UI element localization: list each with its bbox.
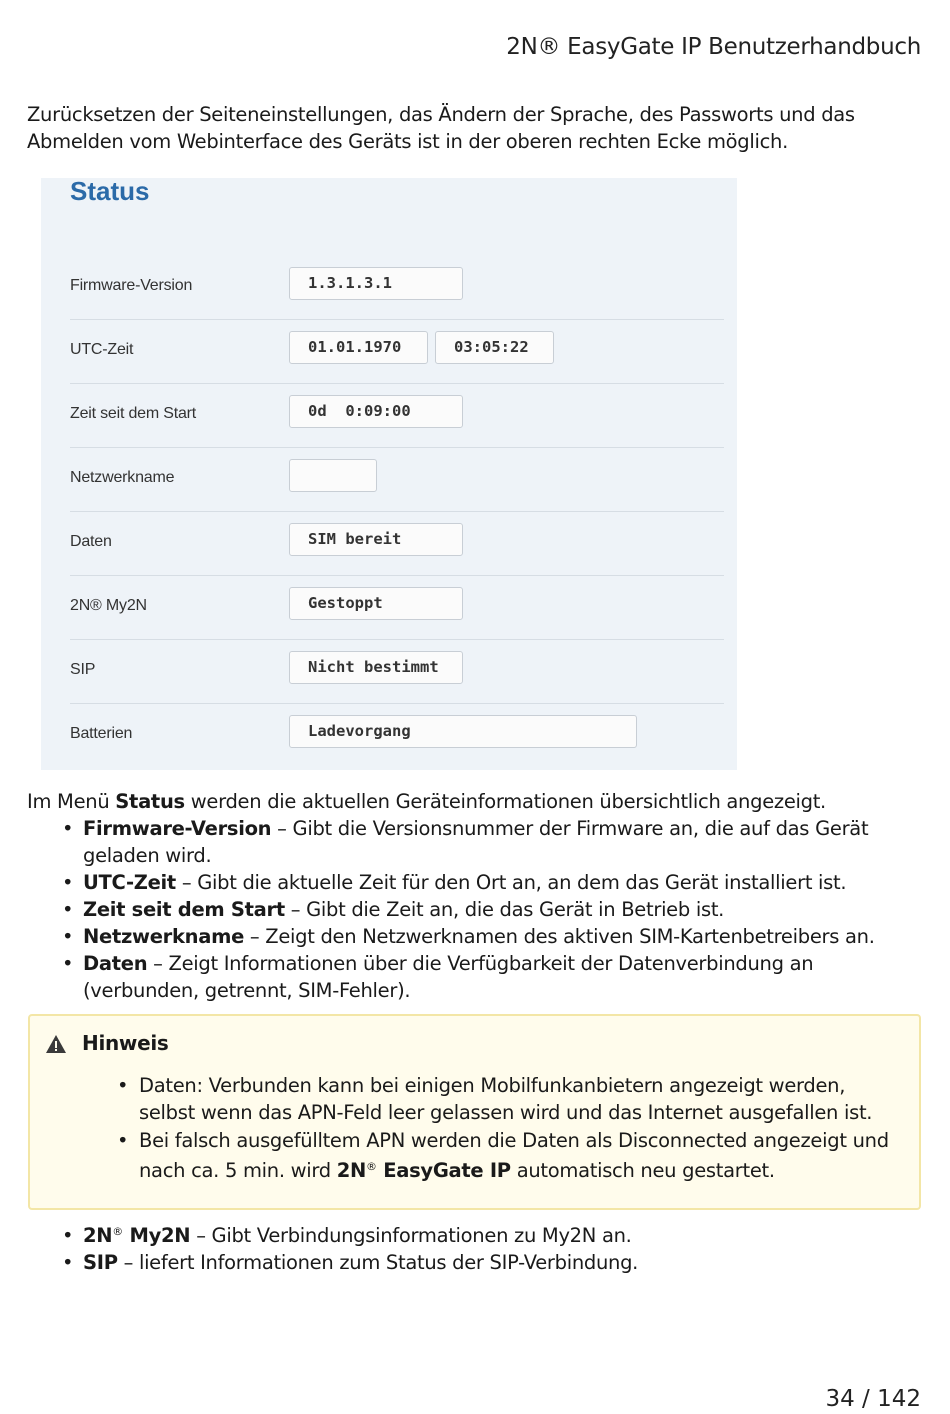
data-status-field: SIM bereit (289, 523, 463, 556)
list-item-term: Daten (83, 952, 148, 975)
status-row-battery (70, 703, 724, 767)
uptime-field: 0d 0:09:00 (289, 395, 463, 428)
status-label: Batterien (70, 725, 133, 742)
menu-description-prefix: Im Menü (27, 790, 116, 813)
note-product: EasyGate IP (376, 1159, 511, 1182)
status-screenshot (41, 178, 737, 770)
list-item-term-brand: 2N (83, 1224, 113, 1247)
status-field-list (62, 815, 922, 1004)
registered-mark: ® (366, 1160, 377, 1173)
status-row-firmware (70, 255, 724, 320)
list-item (62, 869, 922, 896)
list-item (62, 896, 922, 923)
menu-description-suffix: werden die aktuellen Geräteinformationen übersichtlich angezeigt. (184, 790, 826, 813)
note-item-suffix: automatisch neu gestartet. (510, 1159, 775, 1182)
firmware-version-field: 1.3.1.3.1 (289, 267, 463, 300)
status-label: Zeit seit dem Start (70, 405, 197, 422)
status-label: SIP (70, 661, 96, 678)
utc-time-field: 03:05:22 (435, 331, 554, 364)
list-item (62, 815, 922, 869)
registered-mark: ® (112, 1225, 123, 1238)
sip-status-field: Nicht bestimmt (289, 651, 463, 684)
note-brand: 2N (336, 1159, 367, 1182)
warning-icon (45, 1033, 67, 1055)
network-name-field (289, 459, 377, 492)
status-row-my2n (70, 575, 724, 640)
status-label: Netzwerkname (70, 469, 175, 486)
status-label: UTC-Zeit (70, 341, 134, 358)
list-item-desc: – Gibt Verbindungsinformationen zu My2N an. (190, 1224, 632, 1247)
menu-description (27, 788, 927, 815)
list-item-term: My2N (123, 1224, 191, 1247)
status-row-data (70, 511, 724, 576)
list-item-term: Firmware-Version (83, 817, 272, 840)
my2n-status-field: Gestoppt (289, 587, 463, 620)
document-header-title: 2N® EasyGate IP Benutzerhandbuch (506, 34, 921, 60)
list-item (62, 923, 922, 950)
status-label: Firmware-Version (70, 277, 193, 294)
list-item-desc: – Gibt die aktuelle Zeit für den Ort an, an dem das Gerät installiert ist. (175, 871, 847, 894)
list-item-desc: – Gibt die Versionsnummer der Firmware an, die auf das Gerät geladen wird. (83, 817, 869, 867)
note-title: Hinweis (82, 1031, 169, 1055)
status-label: 2N® My2N (70, 597, 147, 614)
status-row-network (70, 447, 724, 512)
list-item-term: Zeit seit dem Start (83, 898, 285, 921)
status-row-utc (70, 319, 724, 384)
note-item-prefix: Bei falsch ausgefülltem APN werden die Daten als Disconnected angezeigt und nach ca. 5 min. wird (139, 1129, 889, 1182)
status-row-sip (70, 639, 724, 704)
list-item-desc: – liefert Informationen zum Status der SIP-Verbindung. (117, 1251, 639, 1274)
note-list (117, 1072, 897, 1186)
status-field-list-2 (62, 1222, 922, 1276)
intro-paragraph: Zurücksetzen der Seiteneinstellungen, das Ändern der Sprache, des Passworts und das Abmelden vom Webinterface des Geräts ist in der oberen rechten Ecke möglich. (27, 103, 855, 153)
status-row-uptime (70, 383, 724, 448)
list-item-desc: – Zeigt Informationen über die Verfügbarkeit der Datenverbindung an (verbunden, getrennt, SIM-Fehler). (83, 952, 814, 1002)
status-heading: Status (70, 176, 150, 206)
list-item-desc: – Gibt die Zeit an, die das Gerät in Betrieb ist. (284, 898, 725, 921)
status-label: Daten (70, 533, 112, 550)
page-number: 34 / 142 (825, 1386, 921, 1412)
list-item (62, 1222, 922, 1249)
note-item (117, 1126, 897, 1186)
list-item-term: SIP (83, 1251, 118, 1274)
note-box (28, 1014, 921, 1210)
list-item-term: UTC-Zeit (83, 871, 176, 894)
utc-date-field: 01.01.1970 (289, 331, 428, 364)
list-item-desc: – Zeigt den Netzwerknamen des aktiven SIM-Kartenbetreibers an. (244, 925, 875, 948)
list-item (62, 950, 922, 1004)
battery-status-field: Ladevorgang (289, 715, 637, 748)
note-item: • Daten: Verbunden kann bei einigen Mobilfunkanbietern angezeigt werden, selbst wenn das APN-Feld leer gelassen wird und das Internet ausgefallen ist. (117, 1072, 897, 1126)
list-item (62, 1249, 922, 1276)
menu-description-bold: Status (115, 790, 185, 813)
list-item-term: Netzwerkname (83, 925, 245, 948)
